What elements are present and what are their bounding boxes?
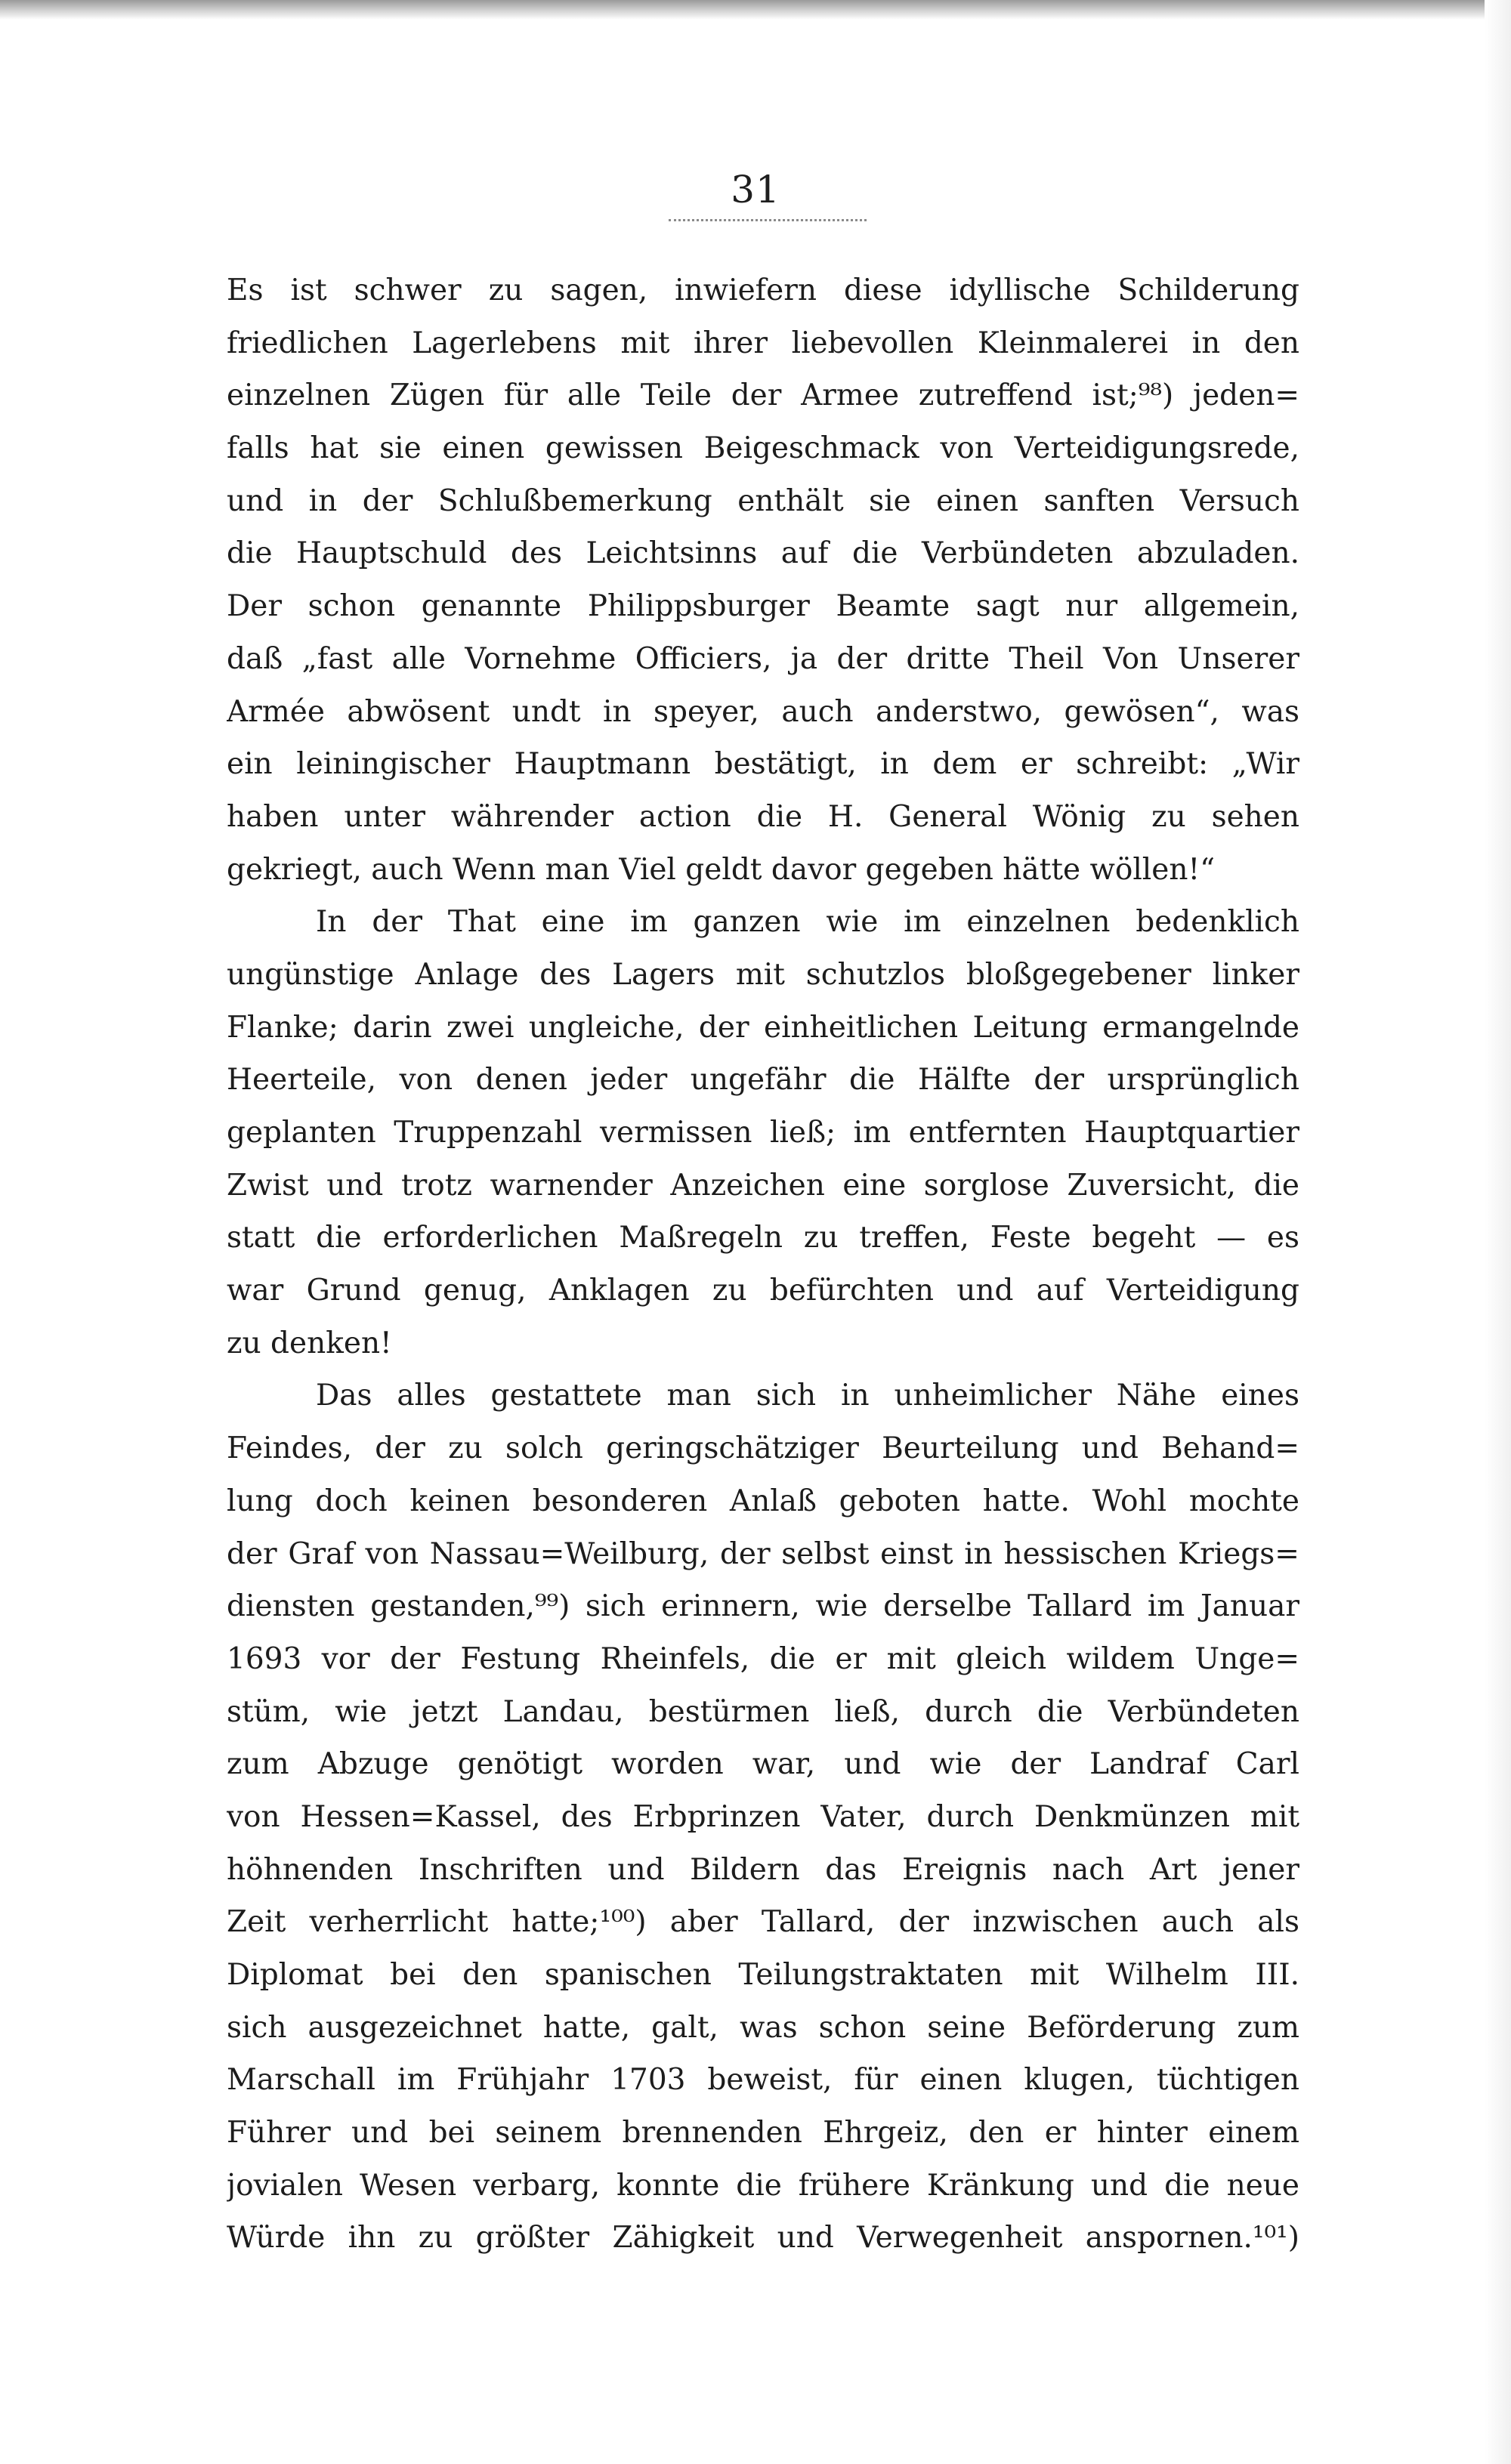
text-line: diensten gestanden,⁹⁹) sich erinnern, wie derselbe Tallard im Januar [227, 1589, 1299, 1624]
scan-right-edge [1485, 0, 1511, 2464]
text-line: geplanten Truppenzahl vermissen ließ; im entfernten Hauptquartier [227, 1116, 1299, 1150]
text-line: Es ist schwer zu sagen, inwiefern diese idyllische Schilderung [227, 273, 1299, 307]
scan-top-shadow [0, 0, 1492, 20]
text-line: 1693 vor der Festung Rheinfels, die er mit gleich wildem Unge= [227, 1641, 1299, 1676]
text-line: sich ausgezeichnet hatte, galt, was schon seine Beförderung zum [227, 2010, 1299, 2045]
text-line: der Graf von Nassau=Weilburg, der selbst einst in hessischen Kriegs= [227, 1536, 1299, 1571]
text-line: daß „fast alle Vornehme Officiers, ja der dritte Theil Von Unserer [227, 641, 1299, 676]
text-line: Der schon genannte Philippsburger Beamte sagt nur allgemein, [227, 589, 1299, 624]
text-line: jovialen Wesen verbarg, konnte die frühere Kränkung und die neue [227, 2168, 1299, 2203]
text-line: höhnenden Inschriften und Bildern das Ereignis nach Art jener [227, 1852, 1299, 1887]
text-line: Diplomat bei den spanischen Teilungstraktaten mit Wilhelm III. [227, 1958, 1299, 1992]
text-line: Flanke; darin zwei ungleiche, der einheitlichen Leitung ermangelnde [227, 1010, 1299, 1045]
text-line: lung doch keinen besonderen Anlaß geboten hatte. Wohl mochte [227, 1484, 1299, 1518]
text-line: von Hessen=Kassel, des Erbprinzen Vater, durch Denkmünzen mit [227, 1799, 1299, 1834]
page-number-rule [669, 219, 867, 221]
text-line: die Hauptschuld des Leichtsinns auf die Verbündeten abzuladen. [227, 536, 1299, 571]
text-line: In der That eine im ganzen wie im einzelnen bedenklich [316, 905, 1299, 940]
text-line: zu denken! [227, 1326, 392, 1360]
text-line: haben unter währender action die H. General Wönig zu sehen [227, 799, 1299, 834]
text-line: statt die erforderlichen Maßregeln zu treffen, Feste begeht — es [227, 1221, 1299, 1255]
body-text [227, 264, 1299, 2265]
text-line: Feindes, der zu solch geringschätziger Beurteilung und Behand= [227, 1431, 1299, 1466]
text-line: war Grund genug, Anklagen zu befürchten und auf Verteidigung [227, 1274, 1299, 1308]
text-line: einzelnen Zügen für alle Teile der Armee zutreffend ist;⁹⁸) jeden= [227, 378, 1299, 413]
text-line: Heerteile, von denen jeder ungefähr die Hälfte der ursprünglich [227, 1063, 1299, 1098]
text-line: zum Abzuge genötigt worden war, und wie der Landraf Carl [227, 1747, 1299, 1782]
text-line: Würde ihn zu größter Zähigkeit und Verwegenheit anspornen.¹⁰¹) [227, 2221, 1299, 2256]
text-line: Zeit verherrlicht hatte;¹⁰⁰) aber Tallard, der inzwischen auch als [227, 1905, 1299, 1940]
text-line: ungünstige Anlage des Lagers mit schutzlos bloßgegebener linker [227, 957, 1299, 992]
text-line: Zwist und trotz warnender Anzeichen eine sorglose Zuversicht, die [227, 1168, 1299, 1203]
text-line: Führer und bei seinem brennenden Ehrgeiz, den er hinter einem [227, 2116, 1299, 2151]
page-number: 31 [731, 168, 780, 212]
text-line: friedlichen Lagerlebens mit ihrer liebevollen Kleinmalerei in den [227, 326, 1299, 360]
text-line: und in der Schlußbemerkung enthält sie einen sanften Versuch [227, 483, 1299, 518]
text-line: gekriegt, auch Wenn man Viel geldt davor gegeben hätte wöllen!“ [227, 852, 1216, 887]
text-line: Armée abwösent undt in speyer, auch anderstwo, gewösen“, was [227, 694, 1299, 729]
text-line: ein leiningischer Hauptmann bestätigt, in dem er schreibt: „Wir [227, 747, 1299, 782]
text-line: falls hat sie einen gewissen Beigeschmack von Verteidigungsrede, [227, 431, 1299, 466]
text-line: stüm, wie jetzt Landau, bestürmen ließ, durch die Verbündeten [227, 1694, 1299, 1729]
text-line: Marschall im Frühjahr 1703 beweist, für einen klugen, tüchtigen [227, 2063, 1299, 2098]
text-line: Das alles gestattete man sich in unheimlicher Nähe eines [316, 1379, 1299, 1413]
